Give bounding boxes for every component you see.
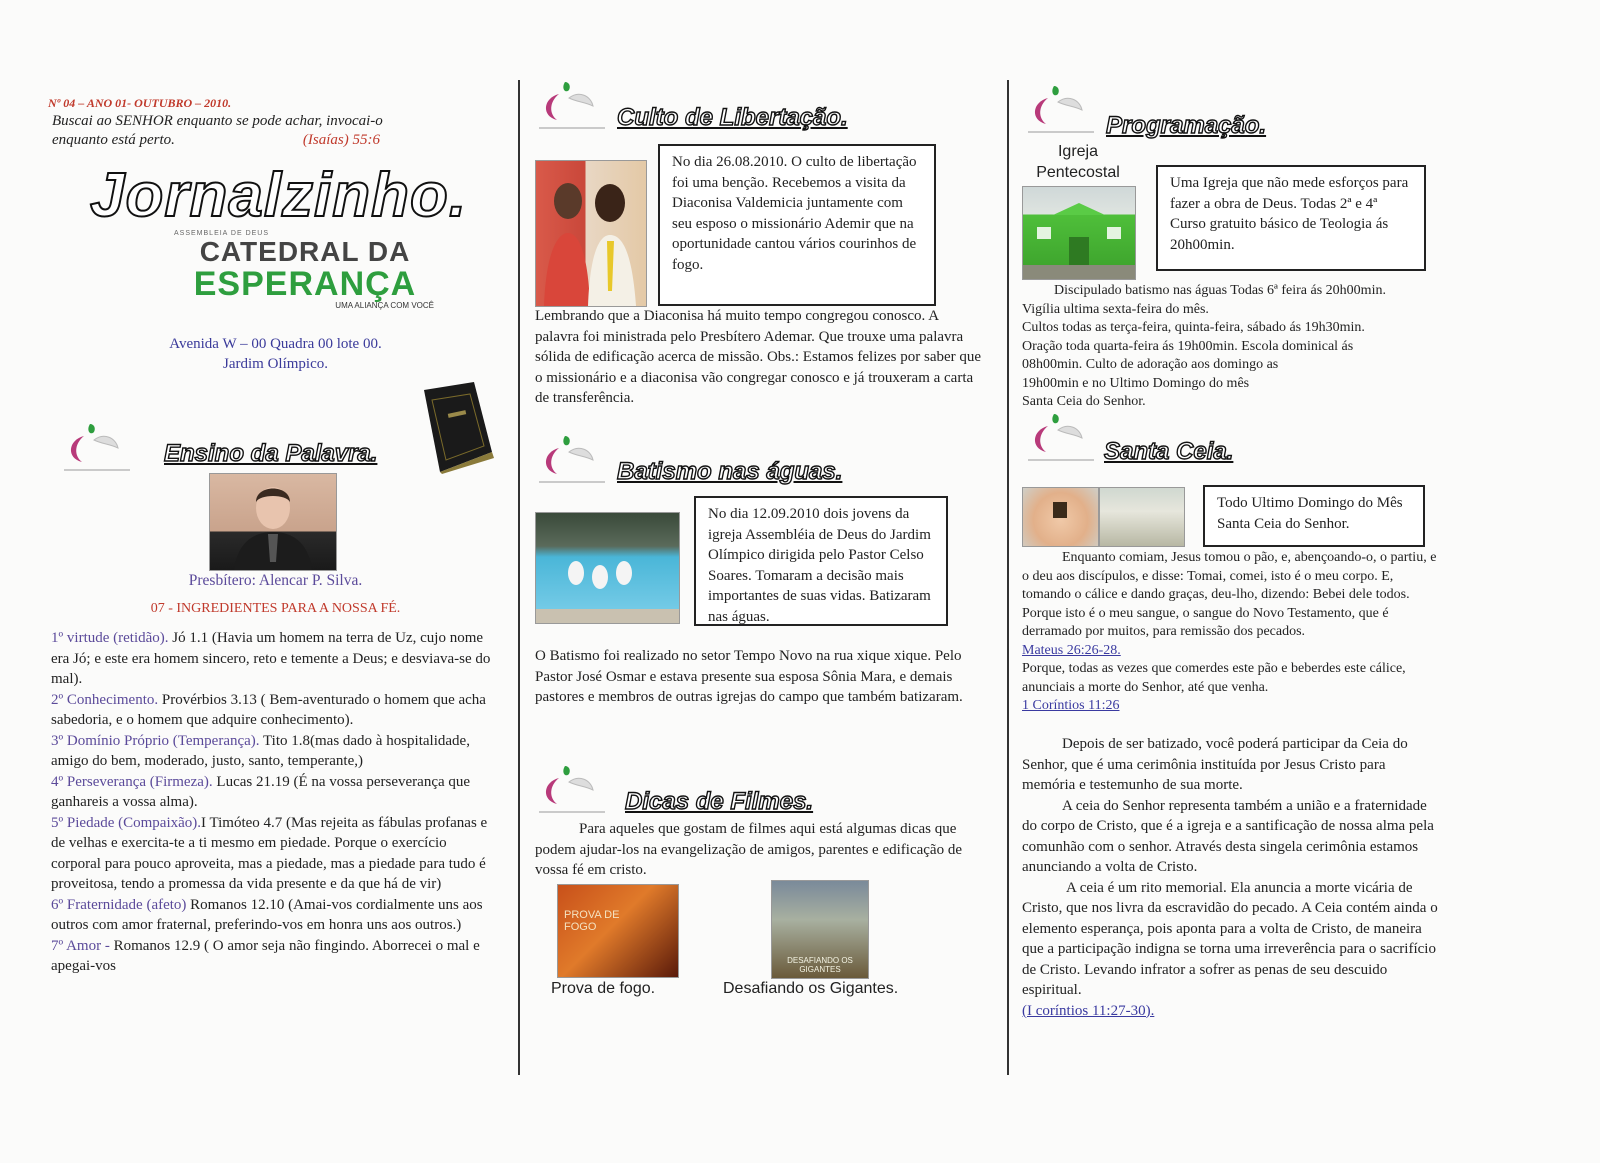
- baptism-photo: [535, 512, 680, 624]
- film-caption-1: Prova de fogo.: [551, 980, 656, 997]
- ref-link-corintios-2[interactable]: (I coríntios 11:27-30).: [1022, 1002, 1155, 1019]
- ceia-verses: Enquanto comiam, Jesus tomou o pão, e, abençoando-o, o partiu, e o deu aos discípulos, e disse: Tomai, comei, isto é o meu corpo. E, tomando o cálice e dando graças, deu-lho, dizendo: Bebei dele todos. Porque isto é o meu sangue, o sangue do Novo Testamento, que é derramado por muitos, para remissão dos pecados. Mateus 26:26-28. Porque, todas as vezes que comerdes este pão e beberdes este cálice, anunciais a morte do Senhor, até que venha. 1 Coríntios 11:26: [1022, 549, 1440, 716]
- column-divider-2: [1007, 80, 1009, 1075]
- filmes-text: Para aqueles que gostam de filmes aqui está algumas dicas que podem ajudar-los na evangelização de amigos, parentes e edificação de vossa fé em cristo.: [535, 821, 962, 878]
- virtues-list: [51, 628, 496, 977]
- header-verse: Buscai ao SENHOR enquanto se pode achar, invocai-o enquanto está perto. (Isaías) 55:6: [52, 113, 383, 148]
- culto-box: No dia 26.08.2010. O culto de libertação foi uma benção. Recebemos a visita da Diaconisa Valdemicia juntamente com seu esposo o missionário Ademir que na oportunidade cantou vários courinhos de fogo.: [658, 144, 936, 306]
- couple-photo: [535, 160, 647, 307]
- film-caption-2: Desafiando os Gigantes.: [723, 980, 899, 997]
- church-logo: ASSEMBLEIA DE DEUS CATEDRAL DA ESPERANÇA UMA ALIANÇA COM VOCÊ: [174, 230, 434, 310]
- church-emblem-icon: [1024, 80, 1096, 142]
- ceia-box: Todo Ultimo Domingo do Mês Santa Ceia do Senhor.: [1203, 485, 1425, 547]
- church-emblem-icon: [60, 418, 132, 480]
- programacao-schedule: Discipulado batismo nas águas Todas 6ª feira ás 20h00min. Vigília ultima sexta-feira do mês. Cultos todas as terça-feira, quinta-feira, sábado ás 19h30min. Oração toda quarta-feira ás 19h00min. Escola dominical ás 08h00min. Culto de adoração aos domingo as 19h00min e no Ultimo Domingo do mês Santa Ceia do Senhor.: [1022, 283, 1386, 409]
- church-photo-label: Igreja Pentecostal: [1036, 143, 1120, 181]
- communion-cup-icon: [1023, 488, 1098, 546]
- section-title-filmes: Dicas de Filmes.: [625, 788, 814, 815]
- batismo-text: O Batismo foi realizado no setor Tempo Novo na rua xique xique. Pelo Pastor José Osmar e estava presente sua esposa Sônia Mara, e demais pastores e membros de outras igrejas do campo que também batizaram.: [535, 648, 963, 705]
- ref-link-mateus[interactable]: Mateus 26:26-28.: [1022, 642, 1121, 658]
- ceia-paragraphs: Depois de ser batizado, você poderá participar da Ceia do Senhor, que é uma cerimônia instituída por Jesus Cristo para memória e testemunho de sua morte. A ceia do Senhor representa também a união e a fraternidade do corpo de Cristo, que é a igreja e a santificação de nossa alma pela comunhão com o senhor. Através desta singela cerimônia estamos anunciando a volta de Cristo. A ceia é um rito memorial. Ela anuncia a morte vicária de Cristo, que nos livra da escravidão do pecado. A Ceia contém ainda o elemento esperança, pois aponta para a volta de Cristo, de maneira que a participação indigna se torna uma irreverência para o sacrifício de Cristo. Levando infrator a sofrer as penas de seu descuido espiritual. (I coríntios 11:27-30).: [1022, 734, 1440, 1021]
- church-building-icon: [1023, 187, 1135, 279]
- column-middle: [535, 0, 990, 1163]
- baptism-photo-icon: [536, 513, 679, 623]
- person-photo-icon: [210, 474, 336, 570]
- church-address: Avenida W – 00 Quadra 00 lote 00. Jardim Olímpico.: [169, 336, 382, 372]
- communion-table-photo: [1099, 487, 1185, 547]
- film-poster-desafiando-os-gigantes[interactable]: DESAFIANDO OS GIGANTES: [771, 880, 869, 979]
- masthead-title: Jornalzinho.: [90, 161, 468, 230]
- virtue-item-5: 5º Piedade (Compaixão).I Timóteo 4.7 (Mas rejeita as fábulas profanas e de velhas e exercita-te a ti mesmo em piedade. Porque o exercício corporal para pouco aproveita, mas a piedade, mas a piedade para tudo é proveitosa, tendo a promessa da vida presente e da que há de vir): [51, 814, 488, 892]
- batismo-box: No dia 12.09.2010 dois jovens da igreja Assembléia de Deus do Jardim Olímpico dirigida pelo Pastor Celso Soares. Tomaram a decisão mais importantes de suas vidas. Batizaram nas águas.: [694, 496, 948, 626]
- church-building-photo: [1022, 186, 1136, 280]
- church-emblem-icon: [535, 76, 607, 138]
- section-title-culto: Culto de Libertação.: [617, 104, 848, 131]
- presbitero-photo: [209, 473, 337, 571]
- virtue-item-7: 7º Amor - Romanos 12.9 ( O amor seja não fingindo. Aborrecei o mal e apegai-vos: [51, 937, 480, 974]
- column-divider-1: [518, 80, 520, 1075]
- section-title-ensino: Ensino da Palavra.: [164, 440, 378, 467]
- ref-link-corintios[interactable]: 1 Coríntios 11:26: [1022, 698, 1120, 713]
- virtue-item-2: 2º Conhecimento. Provérbios 3.13 ( Bem-aventurado o homem que acha sabedoria, e o homem que adquire conhecimento).: [51, 691, 486, 728]
- culto-text: Lembrando que a Diaconisa há muito tempo congregou conosco. A palavra foi ministrada pelo Presbítero Ademar. Que trouxe uma palavra sólida de edificação acerca de missão. Obs.: Estamos felizes por saber que o missionário e a diaconisa vão congregar conosco e já trouxeram a carta de transferência.: [535, 308, 982, 406]
- virtue-item-6: 6º Fraternidade (afeto) Romanos 12.10 (Amai-vos cordialmente uns aos outros com amor fraternal, preferindo-vos em honra uns aos outros.): [51, 896, 483, 933]
- section-title-batismo: Batismo nas águas.: [617, 458, 843, 485]
- bible-icon: [418, 382, 498, 474]
- verse-reference: (Isaías) 55:6: [302, 132, 380, 148]
- column-left: [48, 0, 503, 1163]
- church-emblem-icon: [535, 760, 607, 822]
- virtue-item-4: 4º Perseverança (Firmeza). Lucas 21.19 (É na vossa perseverança que ganhareis a vossa alma).: [51, 773, 471, 810]
- column-right: [1022, 0, 1442, 1163]
- programacao-box: Uma Igreja que não mede esforços para fazer a obra de Deus. Todas 2ª e 4ª Curso gratuito básico de Teologia ás 20h00min.: [1156, 165, 1426, 271]
- film-poster-prova-de-fogo[interactable]: PROVA DE FOGO: [557, 884, 679, 978]
- church-emblem-icon: [1024, 408, 1096, 470]
- issue-number: Nº 04 – ANO 01- OUTUBRO – 2010.: [48, 96, 232, 110]
- virtue-item-3: 3º Domínio Próprio (Temperança). Tito 1.8(mas dado à hospitalidade, amigo do bem, moderado, justo, santo, temperante,): [51, 732, 470, 769]
- communion-hands-photo: [1022, 487, 1099, 547]
- section-title-ceia: Santa Ceia.: [1104, 438, 1234, 465]
- virtue-item-1: 1º virtude (retidão). Jó 1.1 (Havia um homem na terra de Uz, cujo nome era Jó; e este era homem sincero, reto e temente a Deus; e desviava-se do mal).: [51, 630, 491, 687]
- section-title-programacao: Programação.: [1106, 112, 1267, 139]
- church-emblem-icon: [535, 430, 607, 492]
- presbitero-caption: Presbítero: Alencar P. Silva.: [188, 572, 363, 589]
- ensino-subtitle: 07 - INGREDIENTES PARA A NOSSA FÉ.: [150, 601, 401, 616]
- couple-photo-icon: [536, 161, 646, 306]
